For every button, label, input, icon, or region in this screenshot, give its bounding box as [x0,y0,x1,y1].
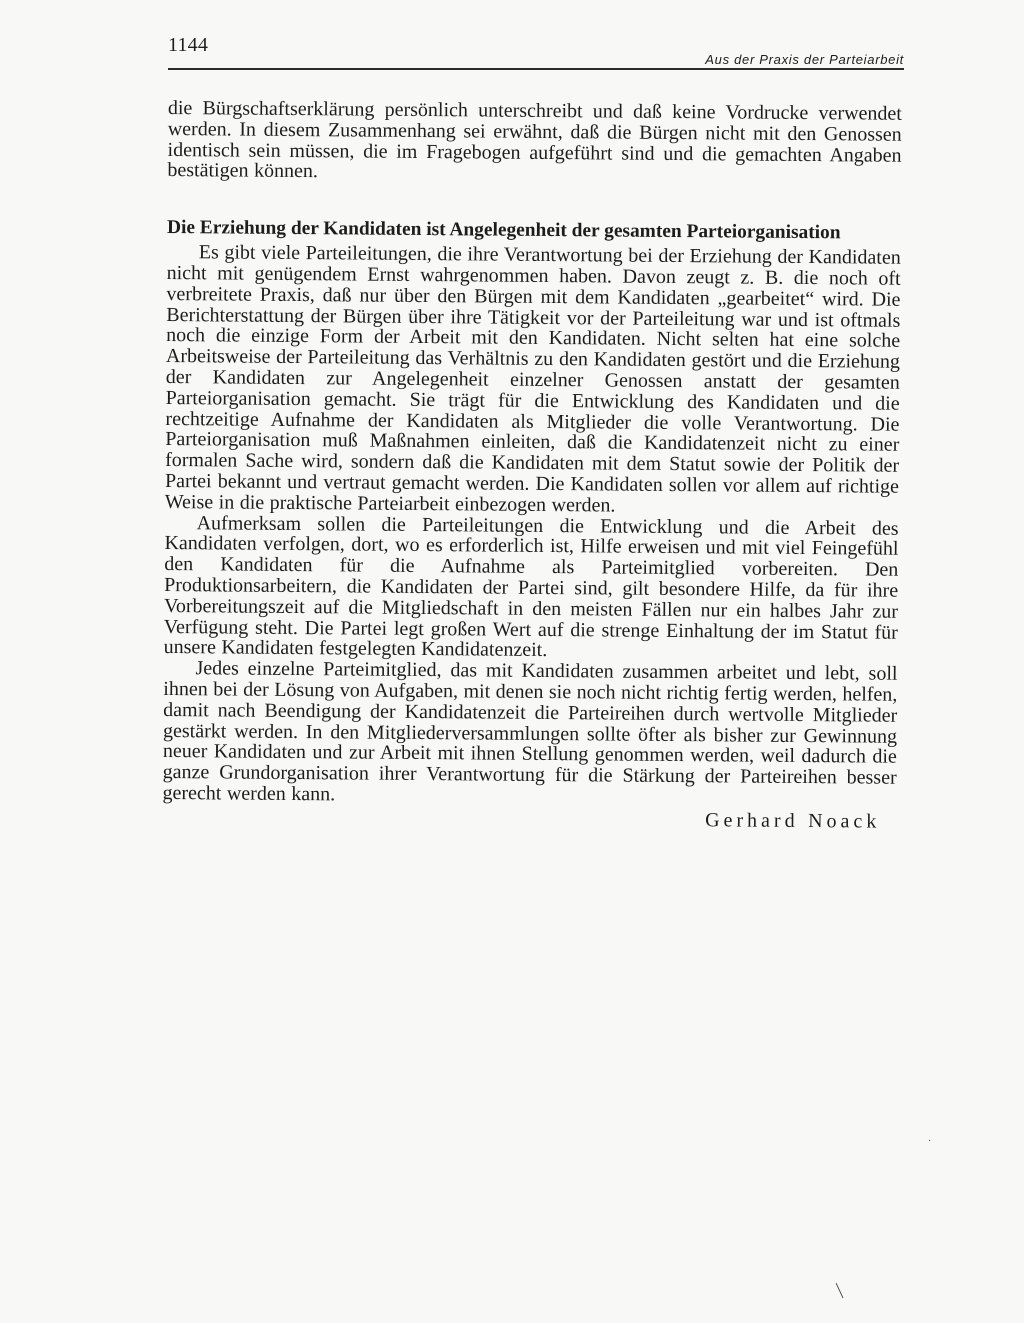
body-paragraph: Jedes einzelne Parteimitglied, das mit Kandidaten zusammen arbeitet und lebt, soll ihnen bei der Lösung von Aufgaben, mit denen sie noch nicht richtig fertig werden, helfen, damit nach Beendigung der Kandidatenzeit die Parteireihen durch wertvolle Mitglieder gestärkt werden. In den Mitgliederversammlungen sollte öfter als bisher zur Gewinnung neuer Kandidaten und zur Arbeit mit ihnen Stellung genommen werden, weil dadurch die ganze Grundorganisation ihrer Verantwortung für die Stärkung der Parteireihen besser gerecht werden kann. [162,657,898,806]
continued-paragraph: die Bürgschaftserklärung persönlich unterschreibt und daß keine Vordrucke verwendet werden. In diesem Zusammenhang sei erwähnt, daß die Bürgen nicht mit den Genossen identisch sein müssen, die im Fragebogen aufgeführt sind und die gemachten Angaben bestätigen können. [167,97,902,183]
body-paragraph: Aufmerksam sollen die Parteileitungen die Entwicklung und die Arbeit des Kandidaten verfolgen, dort, wo es erforderlich ist, Hilfe erweisen und mit viel Feingefühl den Kandidaten für die Aufnahme als Parteimitglied vorbereiten. Den Produktionsarbeitern, die Kandidaten der Partei sind, gilt besondere Hilfe, da für ihre Vorbereitungszeit auf die Mitgliedschaft in den meisten Fällen nur ein halbes Jahr zur Verfügung steht. Die Partei legt großen Wert auf die strenge Einhaltung der im Statut für unsere Kandidaten festgelegten Kandidatenzeit. [163,511,899,662]
body-paragraph: Es gibt viele Parteileitungen, die ihre Verantwortung bei der Erziehung der Kandidaten nicht mit genügendem Ernst wahrgenommen haben. Davon zeugt z. B. die noch oft verbreitete Praxis, daß nur über den Bürgen mit dem Kandidaten „gearbeitet“ wird. Die Berichterstattung der Bürgen über ihre Tätigkeit vor der Parteileitung war und ist oftmals noch die einzige Form der Arbeit mit den Kandidaten. Nicht selten hat eine solche Arbeitsweise der Parteileitung das Verhältnis zu den Kandidaten gestört und die Erziehung der Kandidaten zur Angelegenheit einzelner Genossen anstatt der gesamten Parteiorganisation gemacht. Sie trägt für die Entwicklung des Kandidaten und die rechtzeitige Aufnahme der Kandidaten als Mitglieder die volle Verantwortung. Die Parteiorganisation muß Maßnahmen einleiten, daß die Kandidatenzeit nicht zu einer formalen Sache wird, sondern daß die Kandidaten mit dem Statut sowie der Politik der Partei bekannt und vertraut gemacht werden. Die Kandidaten sollen vor allem auf richtige Weise in die praktische Parteiarbeit einbezogen werden. [164,241,901,517]
article-body [162,98,902,832]
page-number: 1144 [168,34,209,56]
running-header [168,34,904,72]
author-signature: Gerhard Noack [705,808,881,833]
scan-mark: | [832,1279,845,1299]
header-rule [168,68,904,70]
section-heading: Die Erziehung der Kandidaten ist Angelegenheit der gesamten Parteiorganisation [166,217,841,244]
running-title: Aus der Praxis der Parteiarbeit [705,52,904,67]
scan-speck: · [928,1136,932,1147]
